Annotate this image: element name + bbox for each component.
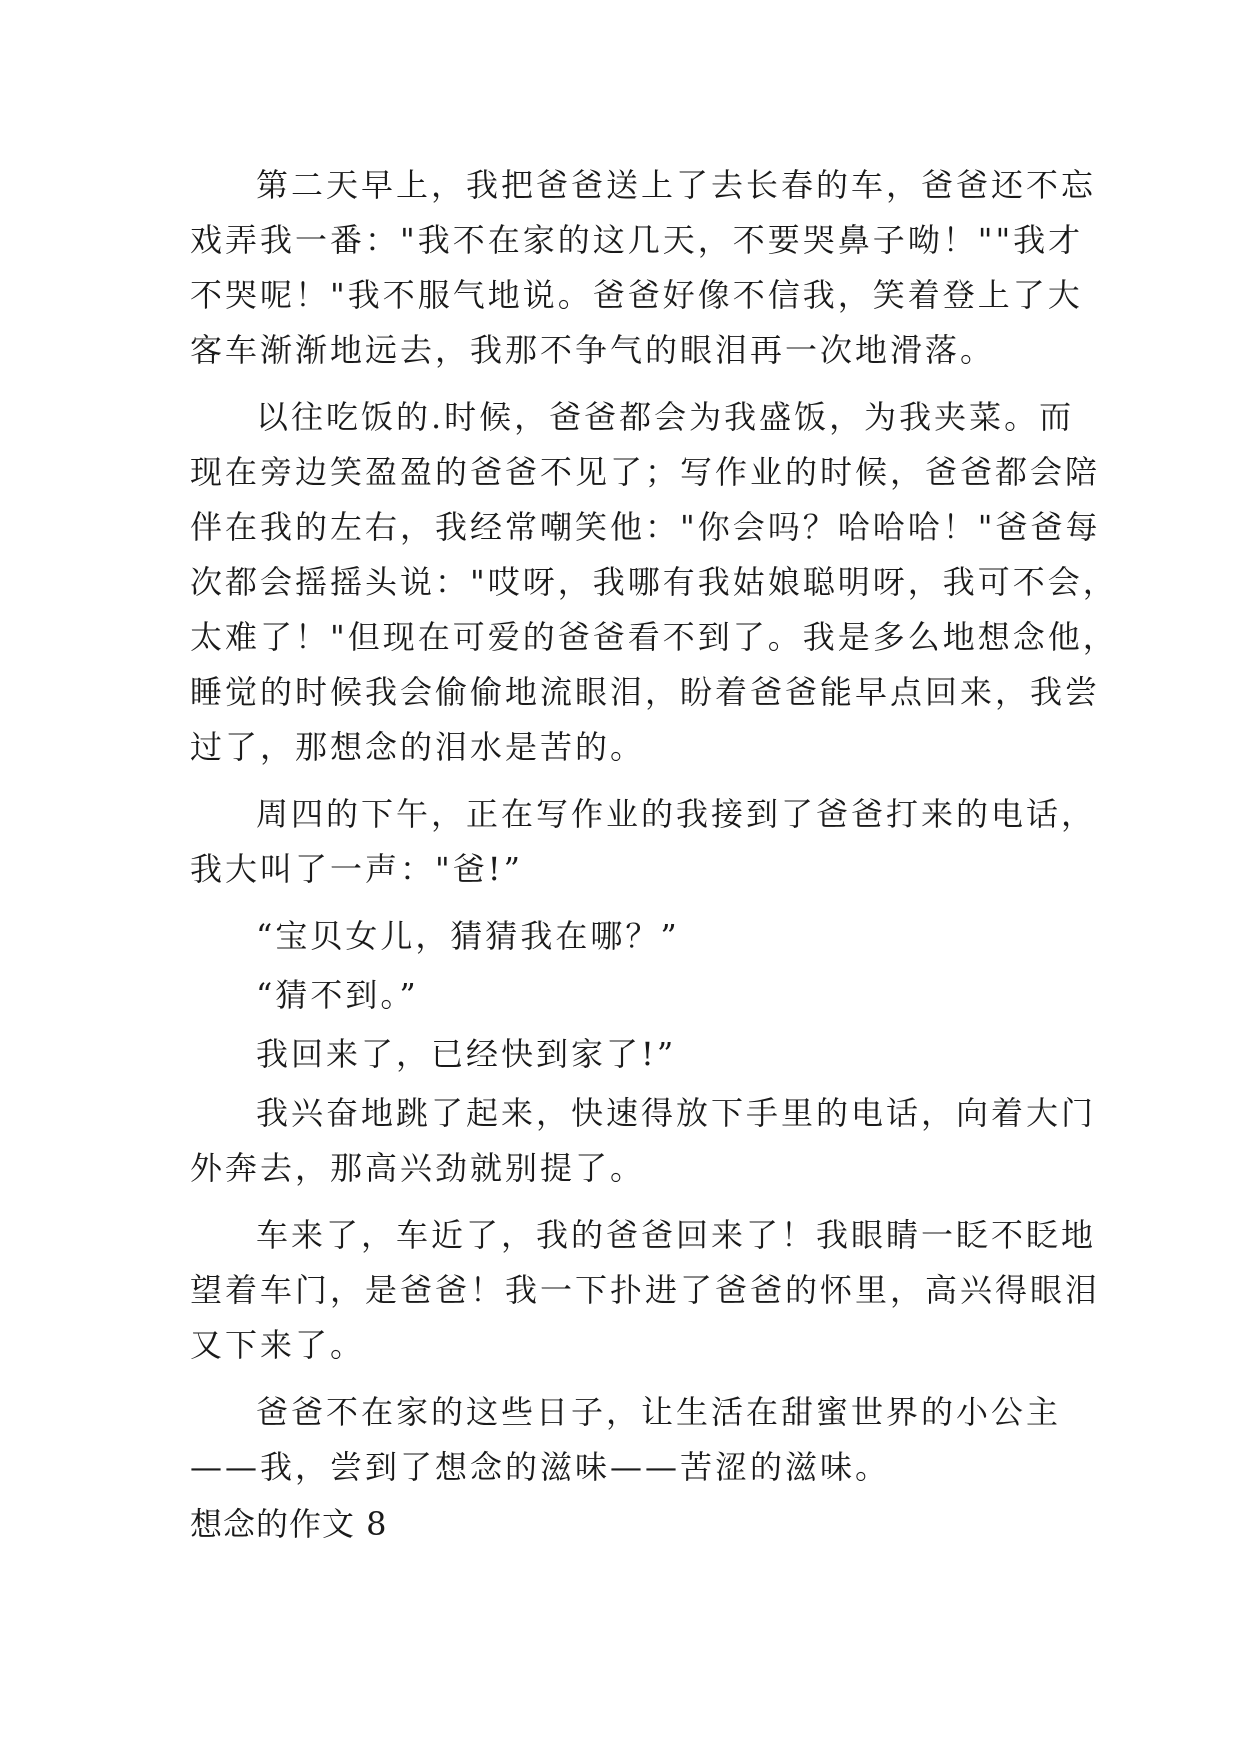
paragraph-2-line-2: 现在旁边笑盈盈的爸爸不见了；写作业的时候，爸爸都会陪	[190, 453, 1101, 491]
dialogue-line-2: “猜不到。”	[256, 976, 419, 1014]
paragraph-1-line-2: 戏弄我一番："我不在家的这几天，不要哭鼻子呦！""我才	[190, 221, 1084, 259]
paragraph-8-line-1: 车来了，车近了，我的爸爸回来了！我眼睛一眨不眨地	[256, 1216, 1097, 1254]
paragraph-3-line-2: 我大叫了一声："爸!”	[190, 850, 523, 888]
paragraph-1-line-3: 不哭呢！"我不服气地说。爸爸好像不信我，笑着登上了大	[190, 276, 1083, 314]
paragraph-2-line-6: 睡觉的时候我会偷偷地流眼泪，盼着爸爸能早点回来，我尝	[190, 673, 1101, 711]
paragraph-9-line-2: ——我，尝到了想念的滋味——苦涩的滋味。	[190, 1448, 891, 1486]
paragraph-1-line-4: 客车渐渐地远去，我那不争气的眼泪再一次地滑落。	[190, 331, 996, 369]
dialogue-line-1: “宝贝女儿，猜猜我在哪？”	[256, 917, 680, 955]
dialogue-line-3: 我回来了，已经快到家了!”	[256, 1035, 677, 1073]
paragraph-9-line-1: 爸爸不在家的这些日子，让生活在甜蜜世界的小公主	[256, 1393, 1062, 1431]
paragraph-2-line-4: 次都会摇摇头说："哎呀，我哪有我姑娘聪明呀，我可不会，	[190, 563, 1118, 601]
paragraph-8-line-3: 又下来了。	[190, 1326, 366, 1364]
paragraph-8-line-2: 望着车门，是爸爸！我一下扑进了爸爸的怀里，高兴得眼泪	[190, 1271, 1101, 1309]
paragraph-2-line-3: 伴在我的左右，我经常嘲笑他："你会吗？哈哈哈！"爸爸每	[190, 508, 1101, 546]
paragraph-2-line-5: 太难了！"但现在可爱的爸爸看不到了。我是多么地想念他，	[190, 618, 1118, 656]
section-heading: 想念的作文 8	[190, 1505, 388, 1543]
paragraph-3-line-1: 周四的下午，正在写作业的我接到了爸爸打来的电话，	[256, 795, 1097, 833]
paragraph-1-line-1: 第二天早上，我把爸爸送上了去长春的车，爸爸还不忘	[256, 166, 1097, 204]
paragraph-7-line-1: 我兴奋地跳了起来，快速得放下手里的电话，向着大门	[256, 1094, 1097, 1132]
paragraph-2-line-7: 过了，那想念的泪水是苦的。	[190, 728, 646, 766]
paragraph-2-line-1: 以往吃饭的.时候，爸爸都会为我盛饭，为我夹菜。而	[256, 398, 1075, 436]
paragraph-7-line-2: 外奔去，那高兴劲就别提了。	[190, 1149, 646, 1187]
